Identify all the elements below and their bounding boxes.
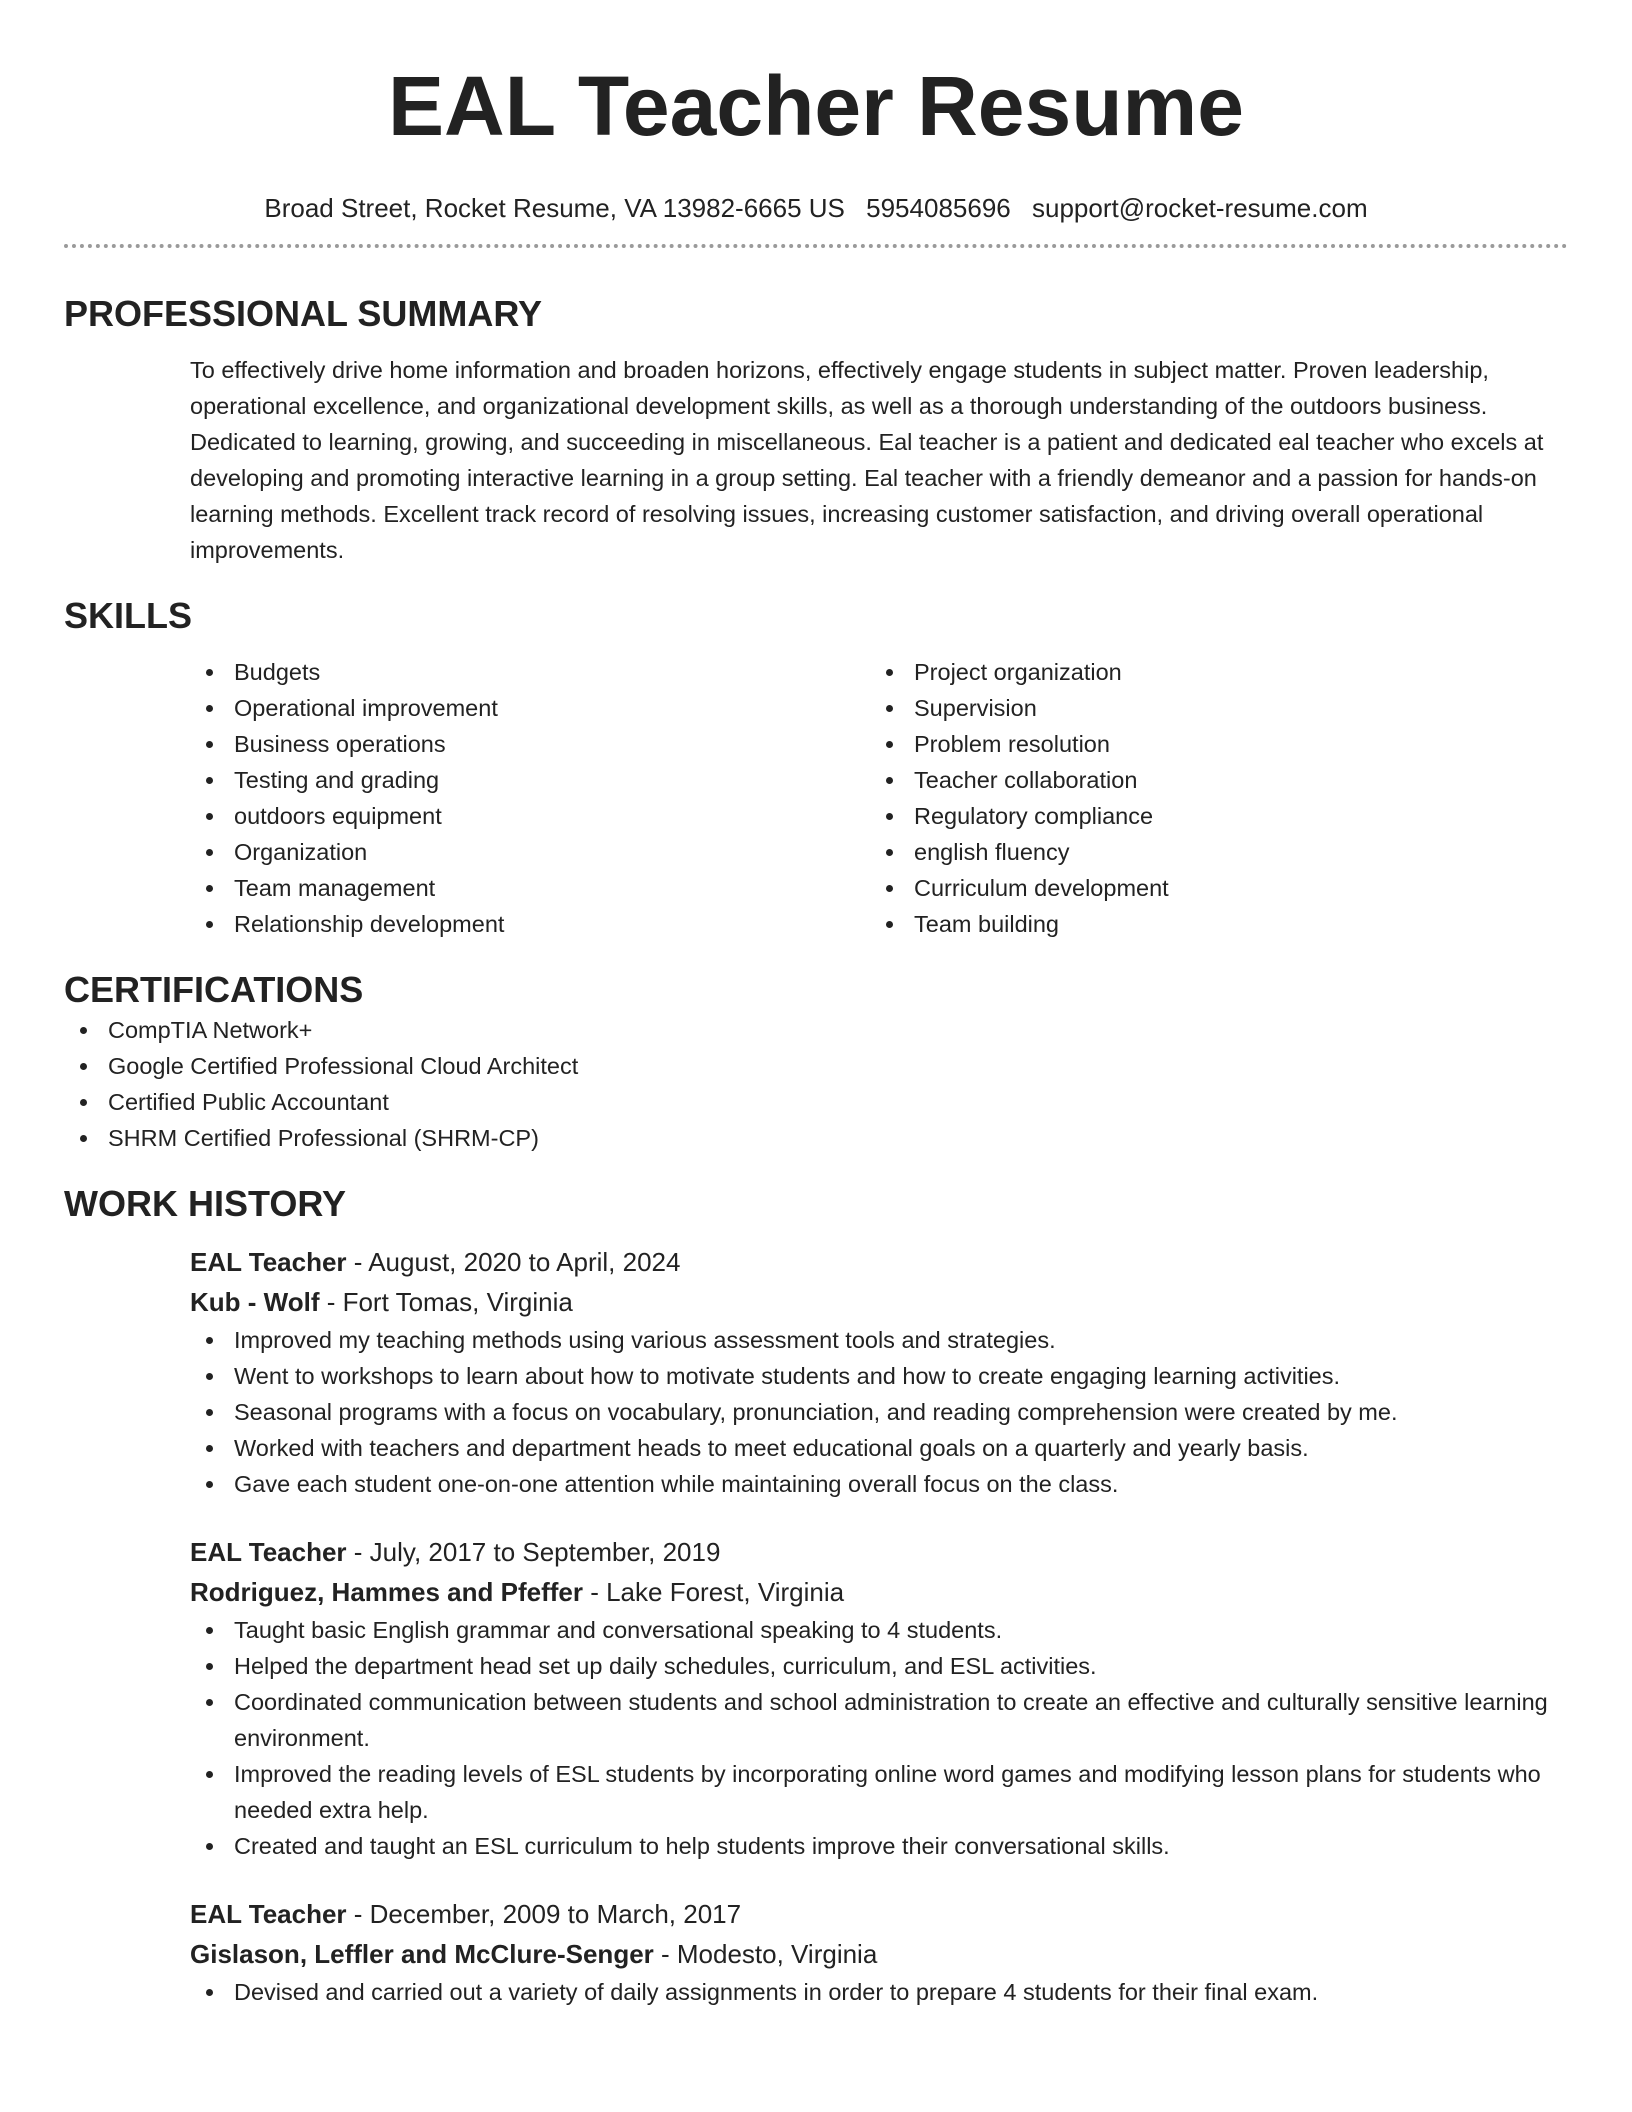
job-location: - Lake Forest, Virginia: [582, 1577, 845, 1607]
job-company: Kub - Wolf: [190, 1287, 320, 1317]
skill-item: Regulatory compliance: [870, 798, 1550, 834]
resume-title: EAL Teacher Resume: [388, 59, 1244, 153]
job-company-line: [190, 1282, 1568, 1322]
job-bullet: Worked with teachers and department heads to meet educational goals on a quarterly and yearly basis.: [190, 1430, 1568, 1466]
job-bullet-list: [190, 1974, 1568, 2010]
job-company: Rodriguez, Hammes and Pfeffer: [190, 1577, 583, 1607]
job-location: - Modesto, Virginia: [653, 1939, 878, 1969]
skills-list-right: [870, 654, 1550, 942]
certifications-section: [64, 968, 1568, 1156]
summary-heading: PROFESSIONAL SUMMARY: [64, 293, 543, 334]
summary-text: To effectively drive home information and broaden horizons, effectively engage students in subject matter. Proven leadership, operational excellence, and organizational development skills, as well as a thorough understanding of the outdoors business. Dedicated to learning, growing, and succeeding in miscellaneous. Eal teacher is a patient and dedicated eal teacher who excels at developing and promoting interactive learning in a group setting. Eal teacher with a friendly demeanor and a passion for hands-on learning methods. Excellent track record of resolving issues, increasing customer satisfaction, and driving overall operational improvements.: [190, 357, 1544, 563]
job-dates: - December, 2009 to March, 2017: [346, 1899, 742, 1929]
job-location: - Fort Tomas, Virginia: [319, 1287, 573, 1317]
skills-heading: SKILLS: [64, 595, 193, 636]
skill-item: Project organization: [870, 654, 1550, 690]
job-bullet: Gave each student one-on-one attention while maintaining overall focus on the class.: [190, 1466, 1568, 1502]
skill-item: Team management: [190, 870, 870, 906]
skills-list-left: [190, 654, 870, 942]
skill-item: Business operations: [190, 726, 870, 762]
job-company-line: [190, 1934, 1568, 1974]
skill-item: Organization: [190, 834, 870, 870]
job-entry: [64, 1532, 1568, 1864]
summary-section: [64, 292, 1568, 568]
job-bullet-list: [190, 1612, 1568, 1864]
contact-address: Broad Street, Rocket Resume, VA 13982-6665 US: [264, 193, 845, 223]
certifications-heading: CERTIFICATIONS: [64, 969, 364, 1010]
certification-item: Google Certified Professional Cloud Architect: [64, 1048, 1568, 1084]
work-history-heading: WORK HISTORY: [64, 1183, 347, 1224]
job-title-line: [190, 1894, 1568, 1934]
header-divider: [64, 244, 1568, 248]
certification-item: SHRM Certified Professional (SHRM-CP): [64, 1120, 1568, 1156]
job-bullet: Taught basic English grammar and conversational speaking to 4 students.: [190, 1612, 1568, 1648]
skills-grid: [64, 654, 1568, 942]
job-bullet: Helped the department head set up daily schedules, curriculum, and ESL activities.: [190, 1648, 1568, 1684]
contact-phone: 5954085696: [866, 193, 1011, 223]
skills-section: [64, 594, 1568, 942]
job-company-line: [190, 1572, 1568, 1612]
skill-item: Operational improvement: [190, 690, 870, 726]
skill-item: Budgets: [190, 654, 870, 690]
job-bullet: Went to workshops to learn about how to motivate students and how to create engaging learning activities.: [190, 1358, 1568, 1394]
job-dates: - August, 2020 to April, 2024: [346, 1247, 681, 1277]
job-bullet: Devised and carried out a variety of daily assignments in order to prepare 4 students for their final exam.: [190, 1974, 1568, 2010]
job-role: EAL Teacher: [190, 1247, 347, 1277]
job-role: EAL Teacher: [190, 1899, 347, 1929]
job-bullet-list: [190, 1322, 1568, 1502]
contact-email: support@rocket-resume.com: [1031, 193, 1368, 223]
job-entry: [64, 1894, 1568, 2010]
skill-item: Team building: [870, 906, 1550, 942]
job-bullet: Improved the reading levels of ESL students by incorporating online word games and modifying lesson plans for students who needed extra help.: [190, 1756, 1568, 1828]
job-dates: - July, 2017 to September, 2019: [346, 1537, 721, 1567]
skill-item: Curriculum development: [870, 870, 1550, 906]
job-company: Gislason, Leffler and McClure-Senger: [190, 1939, 654, 1969]
certification-item: CompTIA Network+: [64, 1012, 1568, 1048]
skill-item: Testing and grading: [190, 762, 870, 798]
skill-item: Problem resolution: [870, 726, 1550, 762]
skill-item: english fluency: [870, 834, 1550, 870]
certification-item: Certified Public Accountant: [64, 1084, 1568, 1120]
certifications-list: [64, 1012, 1568, 1156]
job-bullet: Seasonal programs with a focus on vocabulary, pronunciation, and reading comprehension were created by me.: [190, 1394, 1568, 1430]
job-title-line: [190, 1242, 1568, 1282]
skill-item: Teacher collaboration: [870, 762, 1550, 798]
contact-line: [64, 191, 1568, 225]
job-entry: [64, 1242, 1568, 1502]
job-bullet: Coordinated communication between students and school administration to create an effective and culturally sensitive learning environment.: [190, 1684, 1568, 1756]
skill-item: Supervision: [870, 690, 1550, 726]
work-history-section: [64, 1182, 1568, 2010]
skill-item: Relationship development: [190, 906, 870, 942]
skill-item: outdoors equipment: [190, 798, 870, 834]
job-role: EAL Teacher: [190, 1537, 347, 1567]
job-bullet: Created and taught an ESL curriculum to help students improve their conversational skills.: [190, 1828, 1568, 1864]
job-bullet: Improved my teaching methods using various assessment tools and strategies.: [190, 1322, 1568, 1358]
job-title-line: [190, 1532, 1568, 1572]
